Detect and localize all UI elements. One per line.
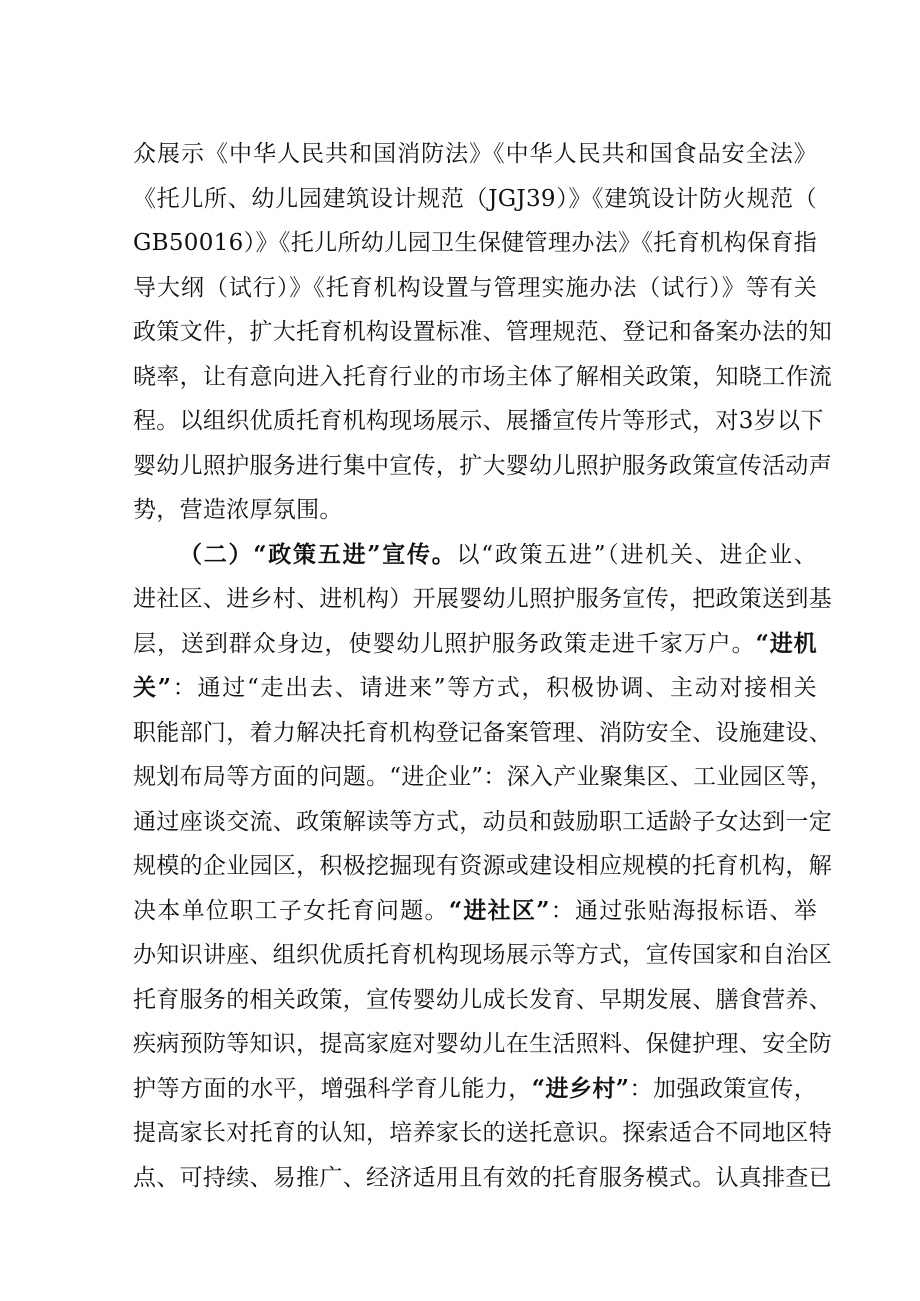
text-line: 程。以组织优质托育机构现场展示、展播宣传片等形式，对3岁以下 xyxy=(133,408,824,434)
text-line: 众展示《中华人民共和国消防法》《中华人民共和国食品安全法》 xyxy=(133,141,817,167)
text-line: 婴幼儿照护服务进行集中宣传，扩大婴幼儿照护服务政策宣传活动声 xyxy=(133,452,832,479)
text-line: GB50016）》《托儿所幼儿园卫生保健管理办法》《托育机构保育指 xyxy=(133,230,817,256)
text-run: 护等方面的水平，增强科学育儿能力， xyxy=(133,1075,532,1102)
text-line: 政策文件，扩大托育机构设置标准、管理规范、登记和备案办法的知 xyxy=(133,319,832,345)
text-line: 办知识讲座、组织优质托育机构现场展示等方式，宣传国家和自治区 xyxy=(133,942,832,968)
text-line xyxy=(133,1067,817,1112)
text-line: 点、可持续、易推广、经济适用且有效的托育服务模式。认真排查已 xyxy=(133,1164,832,1191)
bold-term: “进社区” xyxy=(448,896,550,924)
text-line: 托育服务的相关政策，宣传婴幼儿成长发育、早期发展、膳食营养、 xyxy=(133,986,832,1013)
text-line: 导大纲（试行）》《托育机构设置与管理实施办法（试行）》等有关 xyxy=(133,274,817,301)
section-heading: （二）“政策五进”宣传。 xyxy=(179,540,457,568)
text-run: ：加强政策宣传， xyxy=(629,1075,817,1102)
document-page xyxy=(133,132,833,1200)
text-line: 规划布局等方面的问题。“进企业”：深入产业聚集区、工业园区等， xyxy=(133,764,833,790)
text-line: 通过座谈交流、政策解读等方式，动员和鼓励职工适龄子女达到一定 xyxy=(133,808,832,835)
text-run: ：通过“走出去、请进来”等方式，积极协调、主动对接相关 xyxy=(171,675,817,701)
bold-term: “进机 xyxy=(755,629,817,657)
text-line xyxy=(133,666,817,711)
text-run: 层，送到群众身边，使婴幼儿照护服务政策走进千家万户。 xyxy=(133,630,756,657)
text-line: 《托儿所、幼儿园建筑设计规范（JGJ39）》《建筑设计防火规范（ xyxy=(133,185,817,212)
text-line xyxy=(133,533,817,578)
text-line xyxy=(133,889,817,934)
text-line: 职能部门，着力解决托育机构登记备案管理、消防安全、设施建设、 xyxy=(133,719,832,746)
text-line: 势，营造浓厚氛围。 xyxy=(133,497,343,523)
text-line: 进社区、进乡村、进机构）开展婴幼儿照护服务宣传，把政策送到基 xyxy=(133,586,832,612)
text-run: ：通过张贴海报标语、举 xyxy=(549,897,817,924)
bold-term: “进乡村” xyxy=(531,1074,630,1102)
text-run: 以“政策五进”（进机关、进企业、 xyxy=(456,541,817,568)
text-line: 规模的企业园区，积极挖掘现有资源或建设相应规模的托育机构，解 xyxy=(133,853,832,879)
paragraph-1 xyxy=(133,132,832,533)
paragraph-2 xyxy=(133,533,833,1201)
text-line xyxy=(133,622,817,667)
text-line: 疾病预防等知识，提高家庭对婴幼儿在生活照料、保健护理、安全防 xyxy=(133,1031,832,1057)
bold-term: 关” xyxy=(133,674,172,701)
text-line: 晓率，让有意向进入托育行业的市场主体了解相关政策，知晓工作流 xyxy=(133,363,832,390)
text-line: 提高家长对托育的认知，培养家长的送托意识。探索适合不同地区特 xyxy=(133,1120,832,1146)
text-run: 决本单位职工子女托育问题。 xyxy=(133,897,449,924)
